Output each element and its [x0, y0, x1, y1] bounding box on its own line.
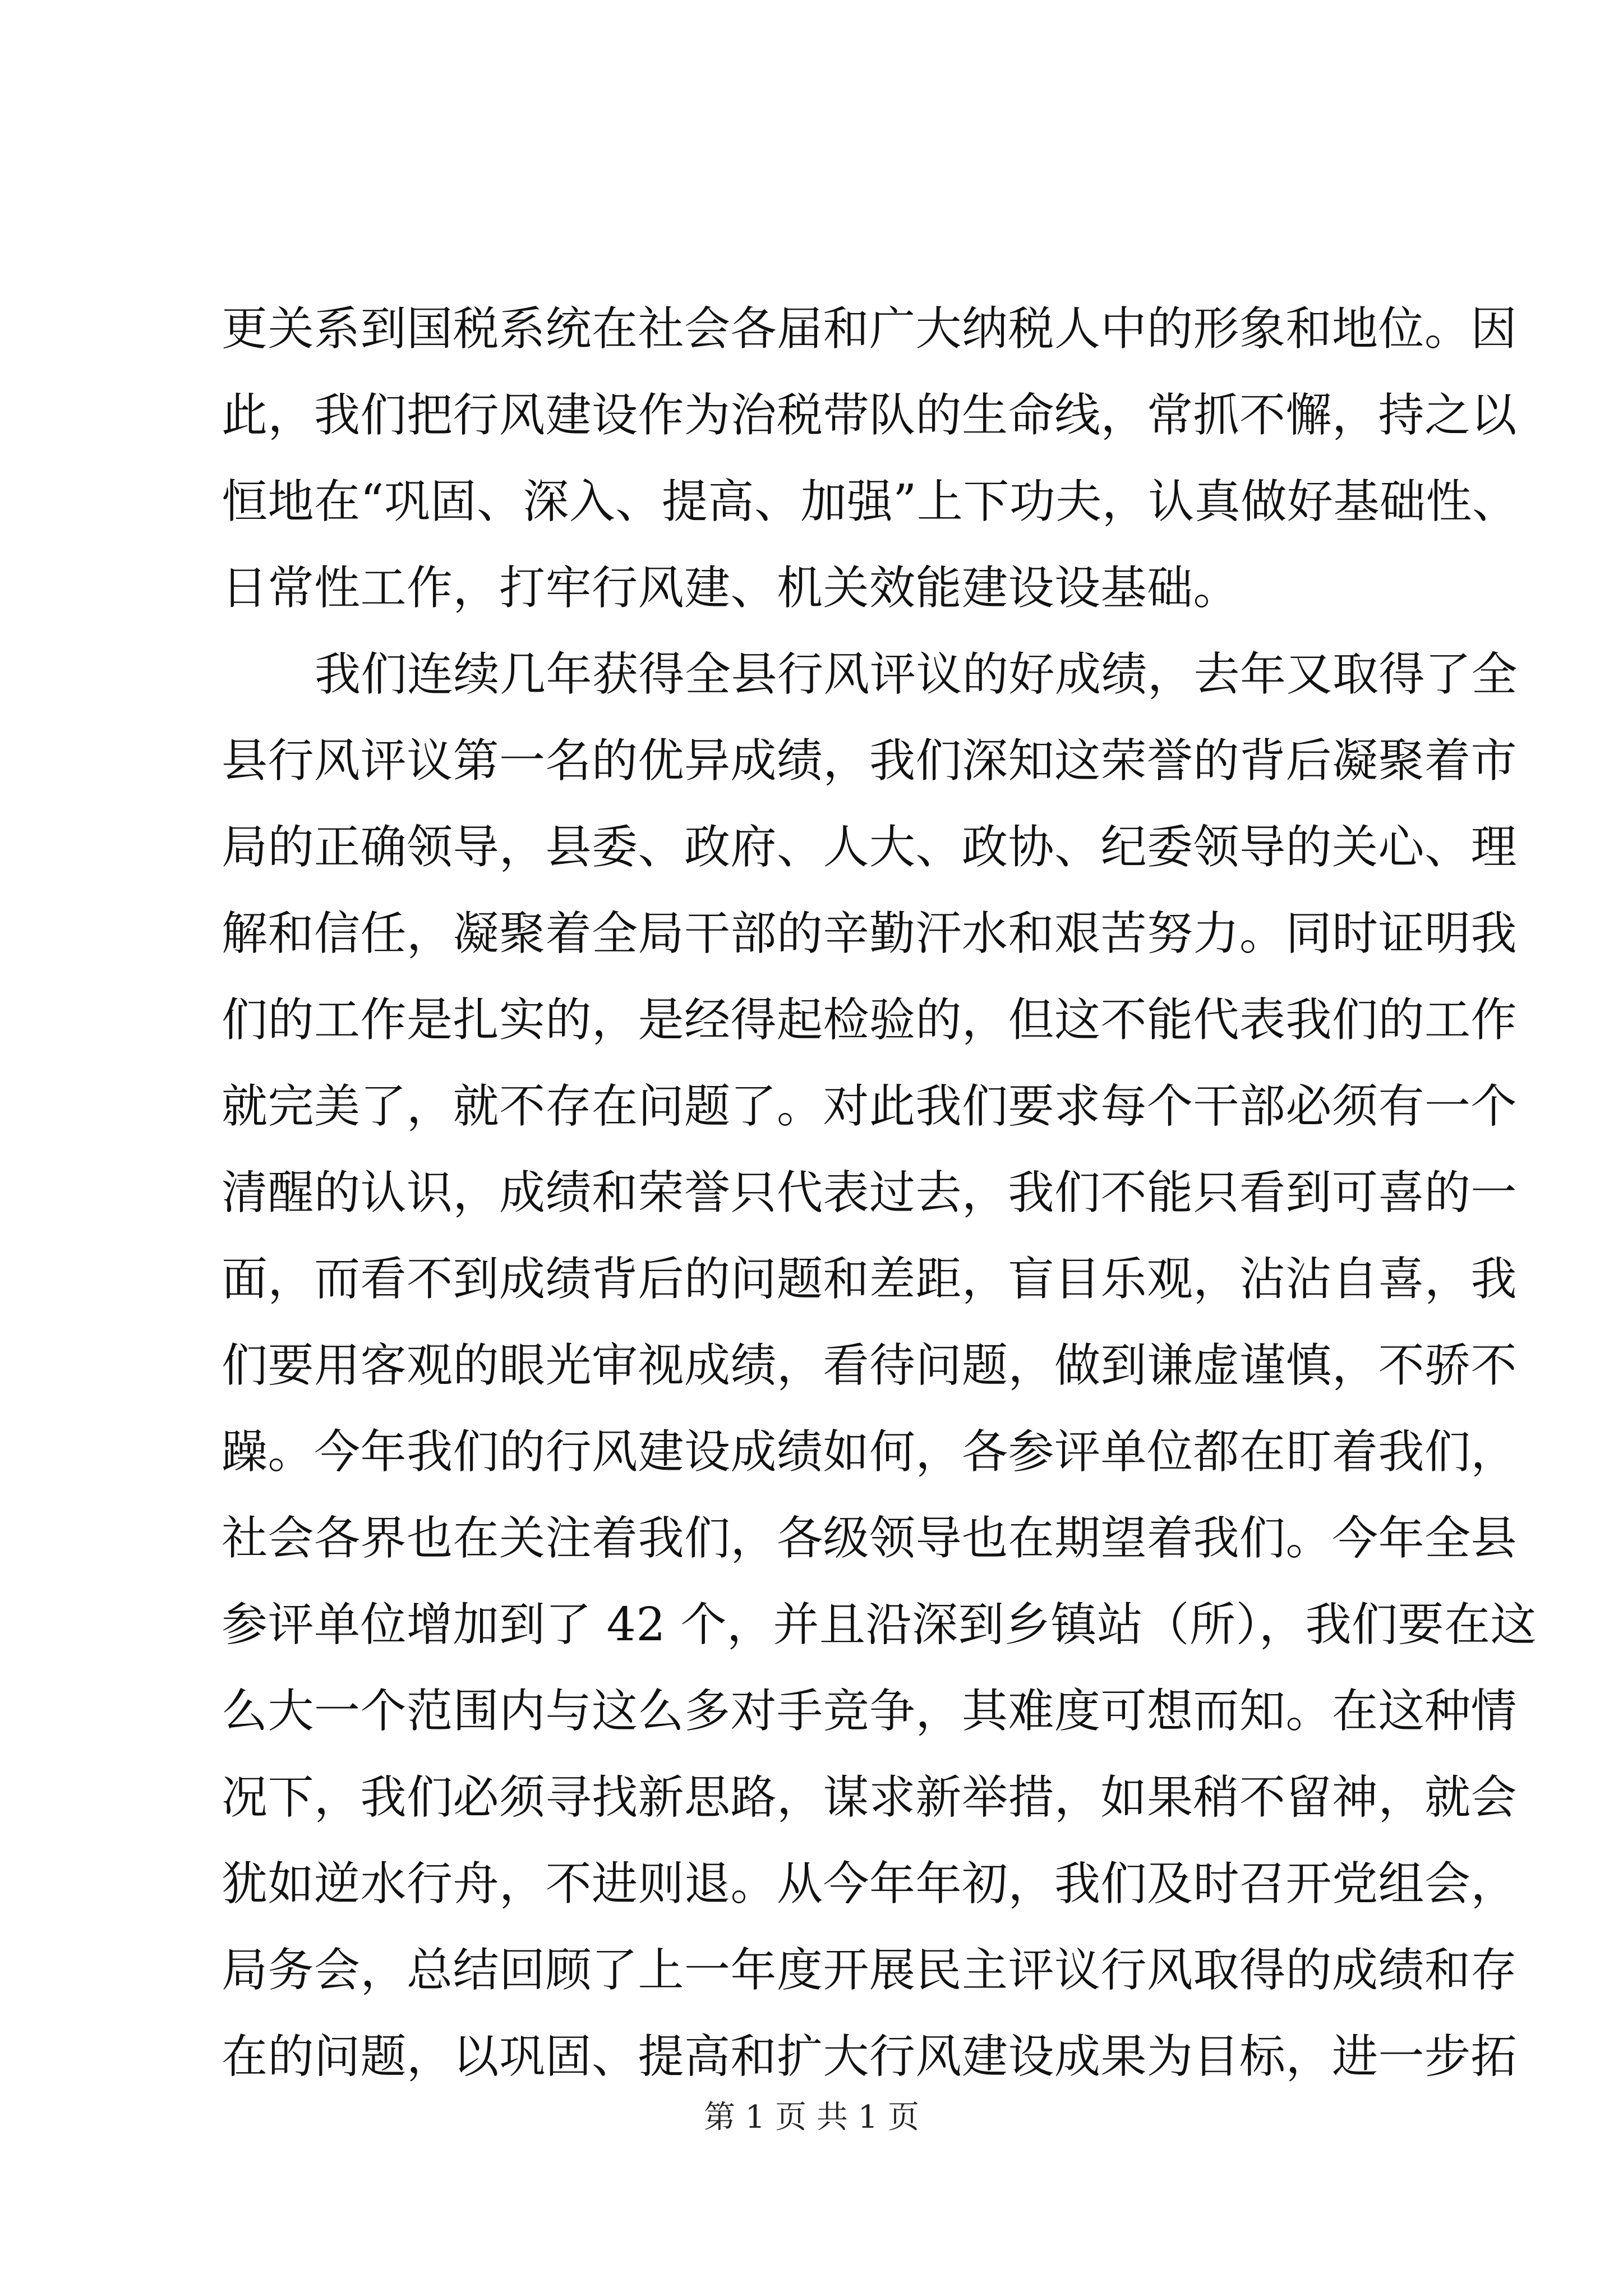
- document-body: [222, 286, 1537, 2100]
- paragraph-2-line: 清醒的认识，成绩和荣誉只代表过去，我们不能只看到可喜的一: [222, 1166, 1518, 1220]
- paragraph-2-line: 犹如逆水行舟，不进则退。从今年年初，我们及时召开党组会，: [222, 1857, 1518, 1911]
- paragraph-1-line: 恒地在“巩固、深入、提高、加强”上下功夫，认真做好基础性、: [222, 475, 1519, 528]
- page-footer: 第 1 页 共 1 页: [703, 2099, 920, 2136]
- paragraph-2-line: 局的正确领导，县委、政府、人大、政协、纪委领导的关心、理: [222, 821, 1518, 874]
- paragraph-2-line: 解和信任，凝聚着全局干部的辛勤汗水和艰苦努力。同时证明我: [222, 907, 1518, 960]
- paragraph-2-line: 我们连续几年获得全县行风评议的好成绩，去年又取得了全: [315, 648, 1518, 701]
- paragraph-2-line: 面，而看不到成绩背后的问题和差距，盲目乐观，沾沾自喜，我: [222, 1253, 1518, 1306]
- paragraph-2-line: 躁。今年我们的行风建设成绩如何，各参评单位都在盯着我们，: [222, 1425, 1518, 1479]
- paragraph-2-line: 们要用客观的眼光审视成绩，看待问题，做到谦虚谨慎，不骄不: [222, 1339, 1518, 1392]
- paragraph-2-line: 县行风评议第一名的优异成绩，我们深知这荣誉的背后凝聚着市: [222, 734, 1518, 788]
- paragraph-2-line: 么大一个范围内与这么多对手竞争，其难度可想而知。在这种情: [222, 1685, 1518, 1738]
- paragraph-2-line: 就完美了，就不存在问题了。对此我们要求每个干部必须有一个: [222, 1080, 1518, 1133]
- paragraph-2-line: 们的工作是扎实的，是经得起检验的，但这不能代表我们的工作: [222, 993, 1518, 1047]
- paragraph-1-line: 此，我们把行风建设作为治税带队的生命线，常抓不懈，持之以: [222, 389, 1518, 442]
- paragraph-1-line: 更关系到国税系统在社会各届和广大纳税人中的形象和地位。因: [222, 302, 1518, 356]
- paragraph-2-line: 社会各界也在关注着我们，各级领导也在期望着我们。今年全县: [222, 1512, 1518, 1565]
- paragraph-2-line: 参评单位增加到了 42 个，并且沿深到乡镇站（所），我们要在这: [222, 1598, 1537, 1651]
- paragraph-2-line: 况下，我们必须寻找新思路，谋求新举措，如果稍不留神，就会: [222, 1771, 1518, 1824]
- paragraph-1-line: 日常性工作，打牢行风建、机关效能建设设基础。: [222, 562, 1240, 615]
- paragraph-2-line: 局务会，总结回顾了上一年度开展民主评议行风取得的成绩和存: [222, 1944, 1518, 1997]
- paragraph-2-line: 在的问题，以巩固、提高和扩大行风建设成果为目标，进一步拓: [222, 2030, 1518, 2083]
